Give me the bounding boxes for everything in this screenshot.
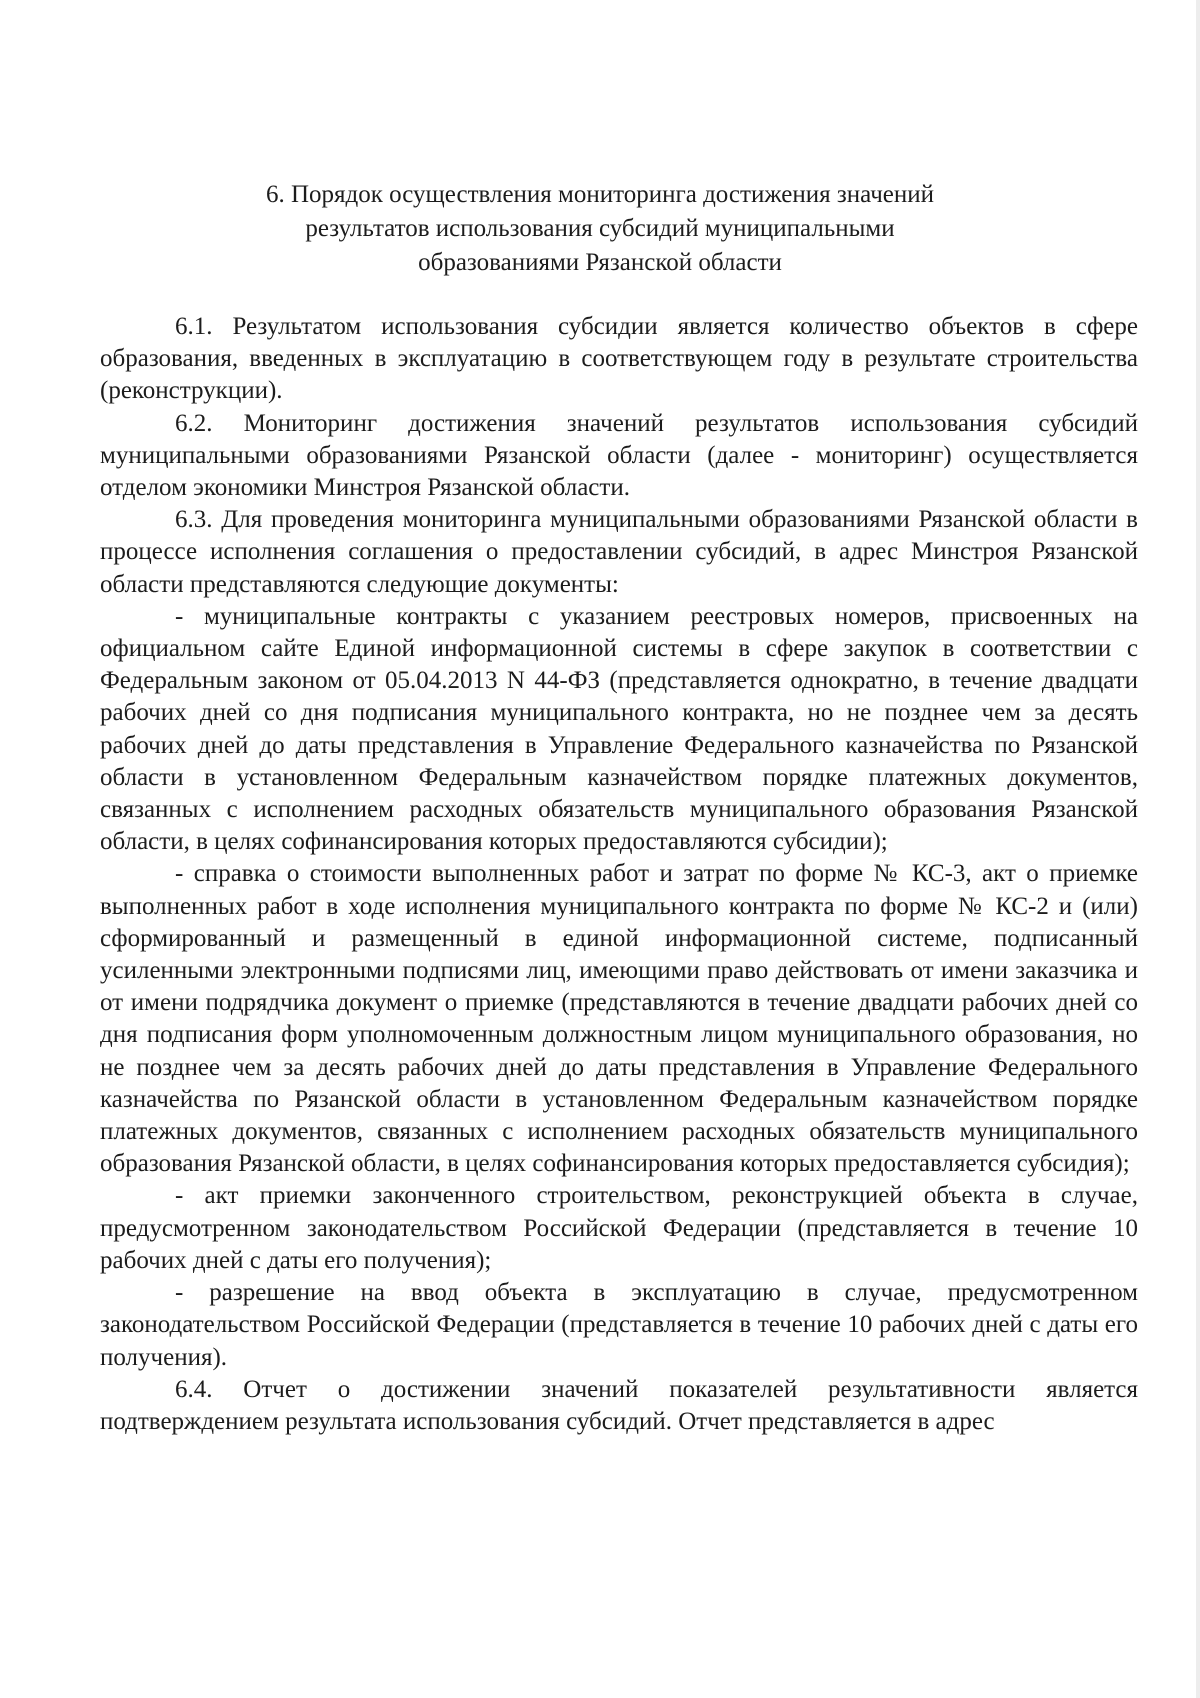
list-item-municipal-contracts: - муниципальные контракты с указанием реестровых номеров, присвоенных на официальном сайте Единой информационной системы в сфере закупок в соответствии с Федеральным законом от 05.04.2013 N 44-ФЗ (представляется однократно, в течение двадцати рабочих дней со дня подписания муниципального контракта, но не позднее чем за десять рабочих дней до даты представления в Управление Федерального казначейства по Рязанской области в установленном Федеральным казначейством порядке платежных документов, связанных с исполнением расходных обязательств муниципального образования Рязанской области, в целях софинансирования которых предоставляются субсидии); [100, 602, 1138, 856]
list-item-ks3-certificate: - справка о стоимости выполненных работ и затрат по форме № КС-3, акт о приемке выполненных работ в ходе исполнения муниципального контракта по форме № КС-2 и (или) сформированный и размещенный в единой информационной системе, подписанный усиленными электронными подписями лиц, имеющими право действовать от имени заказчика и от имени подрядчика документ о приемке (представляются в течение двадцати рабочих дней со дня подписания форм уполномоченным должностным лицом муниципального образования, но не позднее чем за десять рабочих дней до даты представления в Управление Федерального казначейства по Рязанской области в установленном Федеральным казначейством порядке платежных документов, связанных с исполнением расходных обязательств муниципального образования Рязанской области, в целях софинансирования которых предоставляется субсидия); [100, 860, 1138, 1178]
section-title-line: образованиями Рязанской области [418, 249, 782, 276]
paragraph-6-3: 6.3. Для проведения мониторинга муниципальными образованиями Рязанской области в процессе исполнения соглашения о предоставлении субсидий, в адрес Минстроя Рязанской области представляются следующие документы: [100, 506, 1138, 598]
paragraph-6-2: 6.2. Мониторинг достижения значений результатов использования субсидий муниципальными образованиями Рязанской области (далее - мониторинг) осуществляется отделом экономики Минстроя Рязанской области. [100, 409, 1138, 502]
section-title-line: результатов использования субсидий муниципальными [305, 215, 895, 242]
list-item-commissioning-permit: - разрешение на ввод объекта в эксплуатацию в случае, предусмотренном законодательством Российской Федерации (представляется в течение 10 рабочих дней с даты его получения). [100, 1279, 1138, 1371]
document-body [100, 311, 1138, 1438]
section-title [150, 178, 1050, 280]
paragraph-6-1: 6.1. Результатом использования субсидии является количество объектов в сфере образования, введенных в эксплуатацию в соответствующем году в результате строительства (реконструкции). [100, 313, 1138, 405]
section-title-line: 6. Порядок осуществления мониторинга достижения значений [265, 181, 935, 208]
scan-edge-shadow [1196, 0, 1200, 1698]
paragraph-6-4: 6.4. Отчет о достижении значений показателей результативности является подтверждением результата использования субсидий. Отчет представляется в адрес [100, 1375, 1138, 1435]
list-item-acceptance-act: - акт приемки законченного строительством, реконструкцией объекта в случае, предусмотренном законодательством Российской Федерации (представляется в течение 10 рабочих дней с даты его получения); [100, 1182, 1138, 1274]
